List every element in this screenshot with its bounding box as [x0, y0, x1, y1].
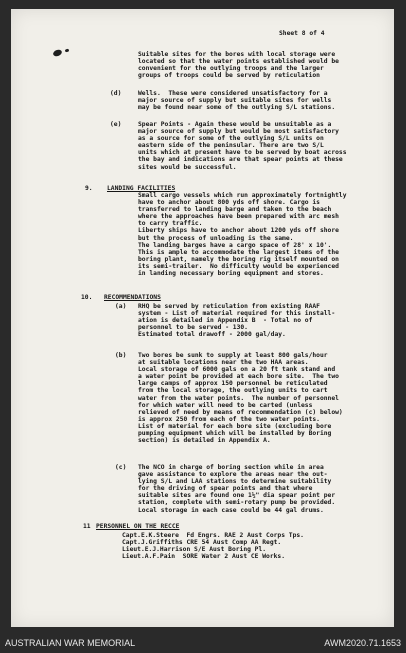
footer-institution: AUSTRALIAN WAR MEMORIAL [5, 638, 136, 648]
item-d-label: (d) [110, 90, 122, 97]
section-10-heading: RECOMMENDATIONS [104, 294, 161, 301]
section-11-heading: PERSONNEL ON THE RECCE [96, 523, 180, 530]
recommendation-c: The NCO in charge of boring section while in area gave assistance to explore the areas near the out- lying S/L and LAA stations to determine suitability for the driving of spear points and that where suitable sites are found one 1½" dia spear point per station, complete with semi-rotary pump be provided. Local storage in each case could be 44 gal drums. [138, 464, 336, 514]
section-9-landing-facilities: Small cargo vessels which run approximately fortnightly have to anchor about 800 yds off shore. Cargo is transferred to landing barge and taken to the beach where the approaches have been prepared with arc mesh to carry traffic. Liberty ships have to anchor about 1200 yds off shore but the process of unloading is the same. The landing barges have a cargo space of 28' x 10'. This is ample to accommodate the largest items of the boring plant, namely the boring rig itself mounted on its semi-trailer. No difficulty would be experienced in landing necessary boring equipment and stores. [138, 192, 347, 278]
rec-c-label: (c) [115, 464, 127, 471]
sheet-label: Sheet 8 of 4 [279, 30, 325, 37]
punch-hole-mark-small [65, 48, 70, 52]
punch-hole-mark [52, 49, 63, 58]
personnel-list: Capt.E.K.Steere Fd Engrs. RAE 2 Aust Corps Tps. Capt.J.Griffiths CRE 54 Aust Comp AA Regt. Lieut.E.J.Harrison S/E Aust Boring Pl. Lieut.A.F.Pain SORE Water 2 Aust CE Works. [122, 532, 304, 561]
section-11-number: 11 [83, 523, 91, 530]
rec-b-label: (b) [115, 352, 127, 359]
archive-footer [0, 634, 406, 653]
recommendation-b: Two bores be sunk to supply at least 800 gals/hour at suitable locations near the two HAA areas. Local storage of 6000 gals on a 20 ft tank stand and a water point be provided at each bore site. The two large camps of approx 150 personnel be reticulated from the local storage, the outlying units to cart water from the water points. The number of personnel for which water will need to be carted (unless relieved of need by means of recommendation (c) below) is approx 250 from each of the two water points. List of material for each bore site (excluding bore pumping equipment which will be installed by Boring section) is detailed in Appendix A. [138, 352, 343, 445]
item-e-spear-points: Spear Points - Again these would be unsuitable as a major source of supply but would be most satisfactory as a source for some of the outlying S/L units on eastern side of the peninsular. There are two S/L units which at present have to be served by boat across the bay and indications are that spear points at these sites would be successful. [138, 121, 347, 171]
footer-accession-number: AWM2020.71.1653 [324, 638, 401, 648]
recommendation-a: RHQ be served by reticulation from existing RAAF system - List of material required for this install- ation is detailed in Appendix B - Total no of personnel to be served - 130. Estimated total drawoff - 2000 gal/day. [138, 303, 336, 339]
paragraph-bore-sites: Suitable sites for the bores with local storage were located so that the water points established would be convenient for the outlying troops and the larger groups of troops could be served by reticulation [138, 51, 339, 80]
item-d-wells: Wells. These were considered unsatisfactory for a major source of supply but suitable sites for wells may be found near some of the outlying S/L stations. [138, 90, 336, 112]
rec-a-label: (a) [115, 303, 127, 310]
section-9-heading: LANDING FACILITIES [107, 185, 176, 192]
document-page [11, 9, 394, 627]
section-10-number: 10. [81, 294, 93, 301]
section-9-number: 9. [85, 185, 93, 192]
item-e-label: (e) [110, 121, 122, 128]
